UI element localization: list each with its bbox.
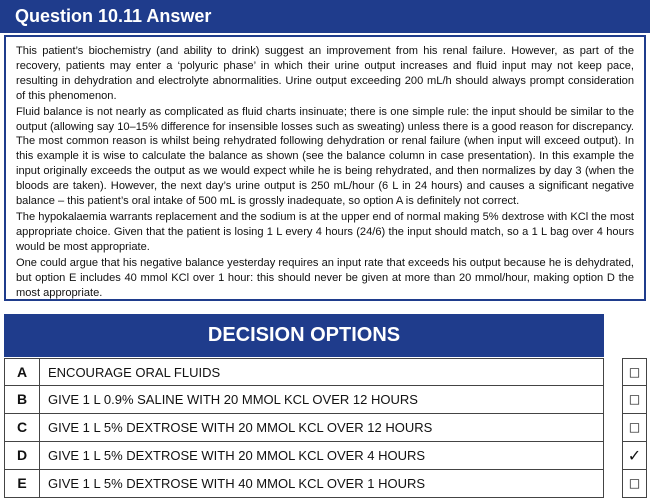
answer-paragraph: This patient’s biochemistry (and ability to drink) suggest an improvement from his renal failure. However, as part of the recovery, patients may enter a ‘polyuric phase’ in which their urine output increases and fluid input may not keep pace, resulting in dehydration and electrolyte abnormalities. Urine output exceeding 200 mL/h should always prompt consideration of this phenomenon. <box>16 45 634 102</box>
option-text: ENCOURAGE ORAL FLUIDS <box>40 359 604 385</box>
checkbox-e[interactable]: □ <box>622 470 647 498</box>
options-header: DECISION OPTIONS <box>4 314 604 357</box>
option-row-a[interactable] <box>5 358 604 386</box>
checkbox-c[interactable]: □ <box>622 414 647 442</box>
answer-paragraph: One could argue that his negative balance yesterday requires an input rate that exceeds his output because he is dehydrated, but option E includes 40 mmol KCl over 1 hour: this should never be given at more than 20 mmol/hour, making option D the most appropriate. <box>16 256 634 299</box>
option-row-d[interactable] <box>5 442 604 470</box>
option-text: GIVE 1 L 5% DEXTROSE WITH 20 MMOL KCL OVER 4 HOURS <box>40 442 604 469</box>
option-letter: E <box>5 470 40 497</box>
page-title: Question 10.11 Answer <box>0 0 650 33</box>
option-letter: A <box>5 359 40 385</box>
checkbox-a[interactable]: □ <box>622 358 647 386</box>
option-text: GIVE 1 L 5% DEXTROSE WITH 40 MMOL KCL OVER 1 HOURS <box>40 470 604 497</box>
option-letter: D <box>5 442 40 469</box>
checkbox-b[interactable]: □ <box>622 386 647 414</box>
options-table <box>4 358 604 498</box>
option-row-e[interactable] <box>5 470 604 498</box>
checkmark-d-icon[interactable]: ✓ <box>622 442 647 470</box>
option-text: GIVE 1 L 5% DEXTROSE WITH 20 MMOL KCL OVER 12 HOURS <box>40 414 604 441</box>
option-row-c[interactable] <box>5 414 604 442</box>
answer-text-box <box>4 35 646 301</box>
option-text: GIVE 1 L 0.9% SALINE WITH 20 MMOL KCL OVER 12 HOURS <box>40 386 604 413</box>
answer-checkboxes <box>622 358 647 498</box>
option-row-b[interactable] <box>5 386 604 414</box>
answer-paragraph: The hypokalaemia warrants replacement and the sodium is at the upper end of normal making 5% dextrose with KCl the most appropriate choice. Given that the patient is losing 1 L every 4 hours (24/6) the input should match, so a 1 L bag over 4 hours would be most appropriate. <box>16 210 634 253</box>
option-letter: C <box>5 414 40 441</box>
answer-paragraph: Fluid balance is not nearly as complicated as fluid charts insinuate; there is one simple rule: the input should be similar to the output (allowing say 10–15% difference for insensible losses such as sweating) unless there is a good reason for discrepancy. The most common reason is whilst being rehydrated following dehydration or renal failure (when input will exceed output). In this example it is wise to calculate the balance as shown (see the balance column in case presentation). In this example the input originally exceeds the output as we would expect while he is being rehydrated, and then normalizes by day 3 (when the bloods are taken). However, the next day’s urine output is 250 mL/hour (6 L in 24 hours) and causes a significant negative balance – this patient’s oral intake of 500 mL is grossly inadequate, so option A is definitely not correct. <box>16 105 634 208</box>
option-letter: B <box>5 386 40 413</box>
